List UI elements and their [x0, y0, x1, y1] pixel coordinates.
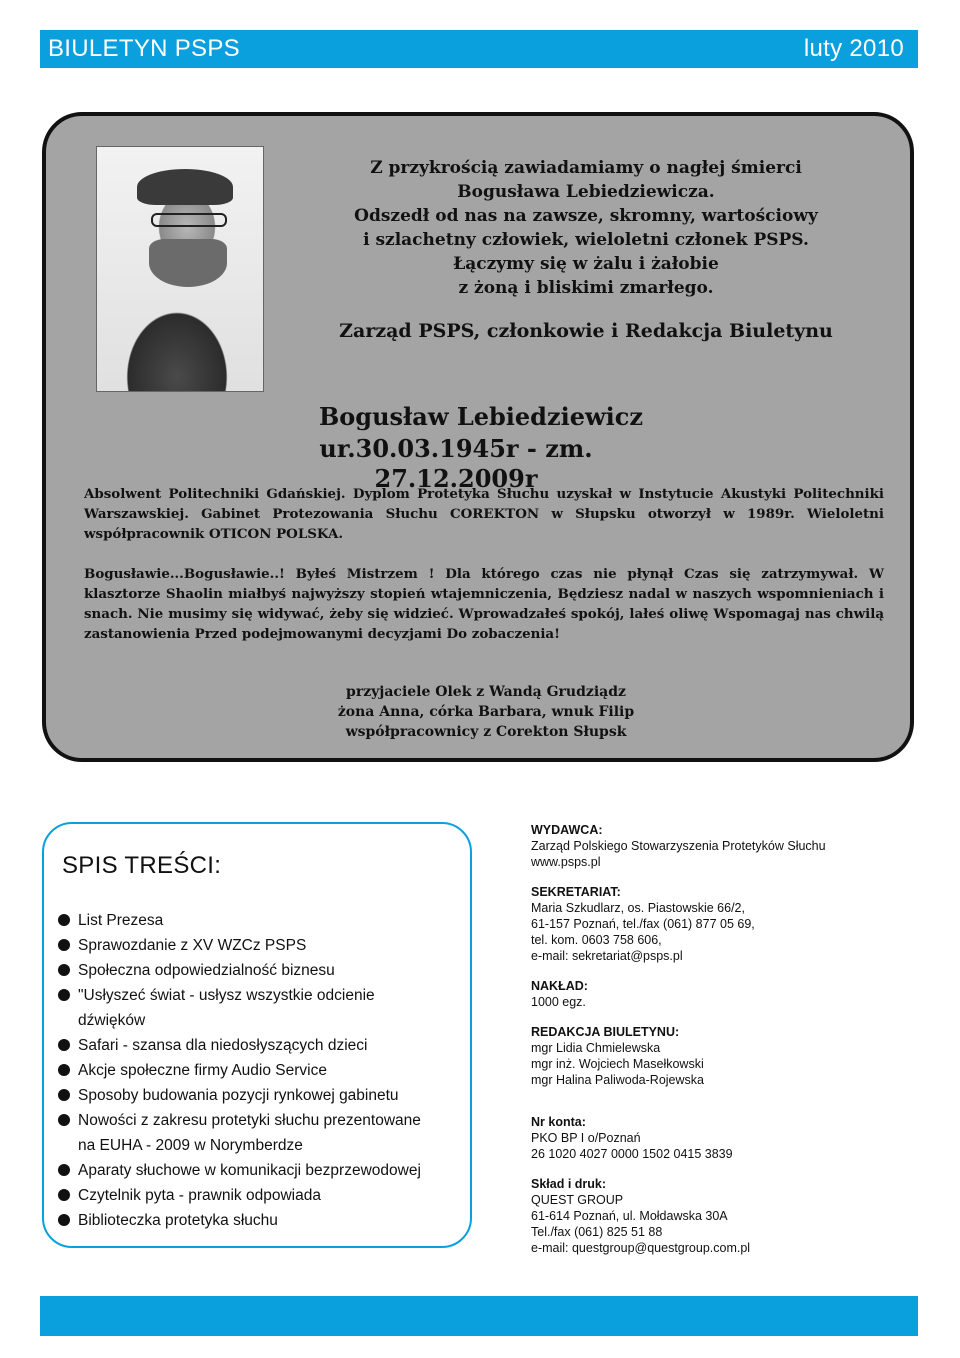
bullet-icon — [58, 1089, 70, 1101]
bank-account-section — [531, 1114, 911, 1162]
info-line: tel. kom. 0603 758 606, — [531, 933, 662, 947]
message-line: Łączymy się w żalu i żałobie — [453, 254, 719, 274]
mourner-line: współpracownicy z Corekton Słupsk — [345, 724, 627, 740]
publisher-info — [531, 822, 911, 1270]
info-line: 26 1020 4027 0000 1502 0415 3839 — [531, 1147, 733, 1161]
message-line: z żoną i bliskimi zmarłego. — [458, 278, 714, 298]
bullet-icon — [58, 1164, 70, 1176]
life-dates: ur.30.03.1945r - zm. 27.12.2009r — [319, 434, 593, 493]
issue-date: luty 2010 — [803, 35, 904, 62]
section-label: Nr konta: — [531, 1115, 586, 1129]
bullet-icon — [58, 1064, 70, 1076]
page-header — [40, 30, 918, 68]
bullet-icon — [58, 964, 70, 976]
condolence-message — [276, 156, 896, 300]
section-label: Skład i druk: — [531, 1177, 607, 1191]
info-line: mgr Halina Paliwoda-Rojewska — [531, 1073, 704, 1087]
mourner-line: żona Anna, córka Barbara, wnuk Filip — [337, 704, 635, 720]
condolence-signature: Zarząd PSPS, członkowie i Redakcja Biuletynu — [339, 320, 833, 342]
info-line: Tel./fax (061) 825 51 88 — [531, 1225, 663, 1239]
secretariat-section — [531, 884, 911, 964]
info-line: 61-614 Poznań, ul. Mołdawska 30A — [531, 1209, 728, 1223]
deceased-name: Bogusław Lebiedziewicz — [319, 402, 643, 431]
email-link[interactable]: e-mail: sekretariat@psps.pl — [531, 949, 683, 963]
message-line: i szlachetny człowiek, wieloletni członek PSPS. — [363, 230, 809, 250]
info-line: 1000 egz. — [531, 995, 586, 1009]
email-link[interactable]: e-mail: questgroup@questgroup.com.pl — [531, 1241, 751, 1255]
section-label: SEKRETARIAT: — [531, 885, 621, 899]
message-line: Z przykrością zawiadamiamy o nagłej śmierci — [370, 158, 802, 178]
portrait-photo — [96, 146, 264, 392]
bullet-icon — [58, 1039, 70, 1051]
bullet-icon — [58, 1189, 70, 1201]
bullet-icon — [58, 914, 70, 926]
publisher-section — [531, 822, 911, 870]
info-line: mgr Lidia Chmielewska — [531, 1041, 661, 1055]
section-label: NAKŁAD: — [531, 979, 588, 993]
toc-item[interactable]: Czytelnik pyta - prawnik odpowiada — [58, 1183, 468, 1208]
toc-item[interactable]: "Usłyszeć świat - usłysz wszystkie odcienie dźwięków — [58, 983, 468, 1033]
toc-item[interactable]: Biblioteczka protetyka słuchu — [58, 1208, 468, 1233]
toc-item[interactable]: Społeczna odpowiedzialność biznesu — [58, 958, 468, 983]
tribute-text: Bogusławie...Bogusławie..! Byłeś Mistrzem ! Dla którego czas nie płynął Czas się zatrzymywał. W klasztorze Shaolin miałbyś najwyższy stopień wtajemniczenia, Będziesz nadal w naszych wspomnieniach i snach. Nie musimy się widywać, żeby się widzieć. Wprowadzałeś spokój, lałeś oliwę Wspomagaj nas chwilą zastanowienia Przed podejmowanymi decyzjami Do zobaczenia! — [84, 566, 884, 642]
info-line: mgr inż. Wojciech Masełkowski — [531, 1057, 704, 1071]
toc-item[interactable]: List Prezesa — [58, 908, 468, 933]
mourners-list — [246, 682, 726, 742]
bullet-icon — [58, 989, 70, 1001]
info-line: QUEST GROUP — [531, 1193, 624, 1207]
toc-item[interactable]: Sprawozdanie z XV WZCz PSPS — [58, 933, 468, 958]
toc-item[interactable]: Nowości z zakresu protetyki słuchu prezentowane na EUHA - 2009 w Norymberdze — [58, 1108, 468, 1158]
toc-item[interactable]: Aparaty słuchowe w komunikacji bezprzewodowej — [58, 1158, 468, 1183]
toc-title: SPIS TREŚCI: — [62, 852, 222, 879]
toc-item-continuation: dźwięków — [78, 1012, 146, 1029]
circulation-section — [531, 978, 911, 1010]
toc-item[interactable]: Akcje społeczne firmy Audio Service — [58, 1058, 468, 1083]
toc-item-continuation: na EUHA - 2009 w Norymberdze — [78, 1137, 303, 1154]
biography-text: Absolwent Politechniki Gdańskiej. Dyplom Protetyka Słuchu uzyskał w Instytucie Akustyki Politechniki Warszawskiej. Gabinet Protezowania Słuchu COREKTON w Słupsku otworzył w 1989r. Wieloletni współpracownik OTICON POLSKA. — [84, 486, 884, 542]
toc-list — [58, 908, 468, 1233]
editorial-section — [531, 1024, 911, 1088]
info-line: Zarząd Polskiego Stowarzyszenia Protetyków Słuchu — [531, 839, 826, 853]
table-of-contents — [42, 822, 472, 1248]
mourner-line: przyjaciele Olek z Wandą Grudziądz — [346, 684, 626, 700]
toc-item[interactable]: Sposoby budowania pozycji rynkowej gabinetu — [58, 1083, 468, 1108]
obituary-panel — [42, 112, 914, 762]
message-line: Bogusława Lebiedziewicza. — [457, 182, 715, 202]
info-line: Maria Szkudlarz, os. Piastowskie 66/2, — [531, 901, 745, 915]
bullet-icon — [58, 1114, 70, 1126]
message-line: Odszedł od nas na zawsze, skromny, wartościowy — [354, 206, 818, 226]
section-label: REDAKCJA BIULETYNU: — [531, 1025, 680, 1039]
printing-section — [531, 1176, 911, 1256]
info-line: 61-157 Poznań, tel./fax (061) 877 05 69, — [531, 917, 755, 931]
website-link[interactable]: www.psps.pl — [531, 855, 601, 869]
footer-bar — [40, 1296, 918, 1336]
info-line: PKO BP I o/Poznań — [531, 1131, 641, 1145]
section-label: WYDAWCA: — [531, 823, 603, 837]
newsletter-title: BIULETYN PSPS — [48, 35, 240, 62]
bullet-icon — [58, 939, 70, 951]
bullet-icon — [58, 1214, 70, 1226]
toc-item[interactable]: Safari - szansa dla niedosłyszących dzieci — [58, 1033, 468, 1058]
